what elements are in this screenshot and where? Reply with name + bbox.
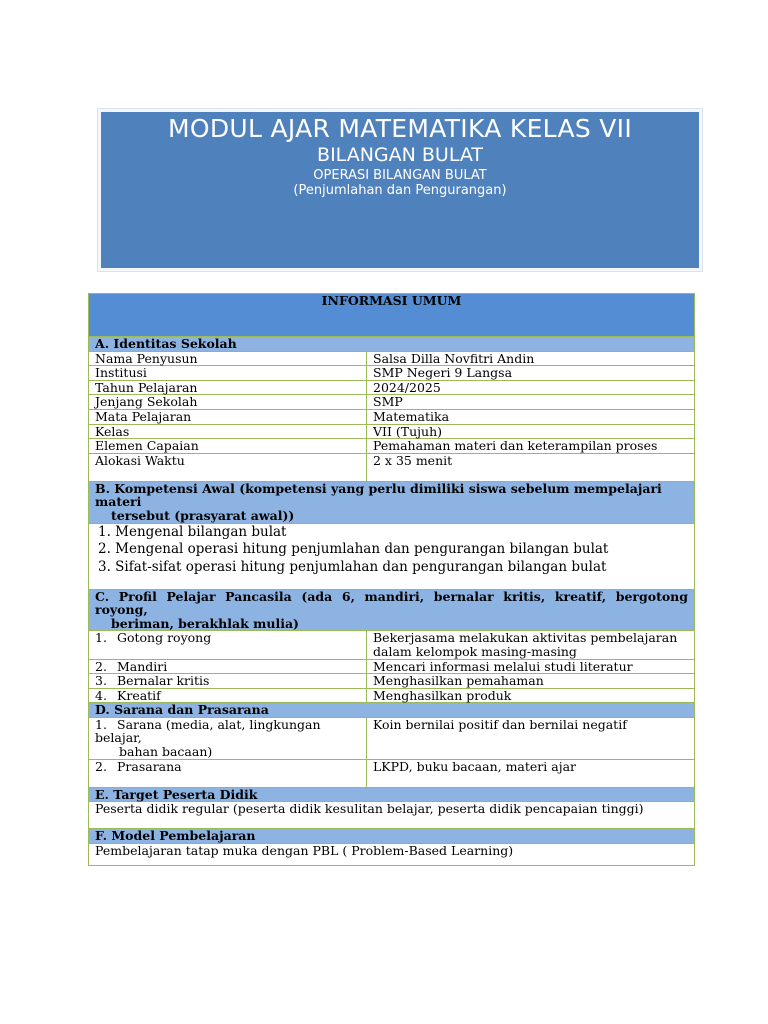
table-row: [89, 351, 695, 366]
table-row: [89, 439, 695, 454]
row-number: 2.: [95, 658, 107, 674]
table-row: [89, 453, 695, 481]
row-label: Alokasi Waktu: [89, 453, 367, 481]
table-row: [89, 631, 695, 659]
row-label: Tahun Pelajaran: [89, 380, 367, 395]
info-header: INFORMASI UMUM: [89, 294, 695, 337]
table-row: [89, 717, 695, 759]
section-d-heading: D. Sarana dan Prasarana: [89, 703, 695, 718]
module-title: MODUL AJAR MATEMATIKA KELAS VII: [167, 114, 633, 143]
table-row: [89, 659, 695, 674]
row-label: [89, 674, 367, 689]
row-label-text: Mandiri: [117, 658, 168, 674]
kompetensi-list: [95, 524, 688, 577]
table-row: [89, 674, 695, 689]
row-value: SMP Negeri 9 Langsa: [367, 366, 695, 381]
row-label: [89, 717, 367, 759]
row-label: Elemen Capaian: [89, 439, 367, 454]
list-item: 2. Mengenal operasi hitung penjumlahan dan pengurangan bilangan bulat: [98, 541, 609, 558]
row-value: SMP: [367, 395, 695, 410]
kompetensi-list-cell: [89, 523, 695, 589]
row-value: Matematika: [367, 409, 695, 424]
row-label: [89, 659, 367, 674]
row-value: 2 x 35 menit: [367, 453, 695, 481]
row-value: Menghasilkan produk: [367, 688, 695, 703]
target-text: Peserta didik regular (peserta didik kesulitan belajar, peserta didik pencapaian tinggi): [89, 802, 695, 829]
row-label-text: Prasarana: [117, 758, 182, 774]
row-number: 1.: [95, 716, 107, 732]
row-label: Kelas: [89, 424, 367, 439]
row-value: [367, 631, 695, 659]
section-f-heading: F. Model Pembelajaran: [89, 829, 695, 844]
row-number: 1.: [95, 630, 107, 646]
row-value: LKPD, buku bacaan, materi ajar: [367, 759, 695, 787]
section-c-heading-line1: C. Profil Pelajar Pancasila (ada 6, mandiri, bernalar kritis, kreatif, bergotong royong,: [95, 588, 689, 618]
row-value-line1: Bekerjasama melakukan aktivitas pembelajaran: [373, 630, 678, 646]
row-number: 3.: [95, 673, 107, 689]
row-value: Salsa Dilla Novfitri Andin: [367, 351, 695, 366]
row-value: Pemahaman materi dan keterampilan proses: [367, 439, 695, 454]
section-b-heading: [89, 481, 695, 523]
row-label-text: Gotong royong: [117, 630, 212, 646]
row-label: Nama Penyusun: [89, 351, 367, 366]
row-label-line1: Sarana (media, alat, lingkungan belajar,: [95, 716, 321, 746]
table-row: [89, 688, 695, 703]
table-row: [89, 380, 695, 395]
section-c-heading: [89, 589, 695, 631]
title-banner-fill: [101, 112, 699, 268]
info-table: [88, 293, 695, 866]
row-label: Mata Pelajaran: [89, 409, 367, 424]
module-subtopic: (Penjumlahan dan Pengurangan): [293, 183, 507, 198]
section-b-heading-line2: tersebut (prasyarat awal)): [111, 507, 295, 523]
list-item: 1. Mengenal bilangan bulat: [98, 523, 287, 540]
row-label: Institusi: [89, 366, 367, 381]
table-row: [89, 409, 695, 424]
section-e-heading: E. Target Peserta Didik: [89, 787, 695, 802]
row-value: VII (Tujuh): [367, 424, 695, 439]
row-value: Koin bernilai positif dan bernilai negatif: [367, 717, 695, 759]
table-row: [89, 366, 695, 381]
section-b-heading-line1: B. Kompetensi Awal (kompetensi yang perlu dimiliki siswa sebelum mempelajari materi: [95, 480, 662, 510]
title-banner: [97, 108, 703, 272]
row-label: Jenjang Sekolah: [89, 395, 367, 410]
module-topic: OPERASI BILANGAN BULAT: [313, 168, 487, 183]
row-number: 4.: [95, 687, 107, 703]
list-item: 3. Sifat-sifat operasi hitung penjumlahan dan pengurangan bilangan bulat: [98, 558, 607, 575]
row-number: 2.: [95, 758, 107, 774]
table-row: [89, 395, 695, 410]
table-row: [89, 759, 695, 787]
row-value-line2: dalam kelompok masing-masing: [373, 643, 577, 659]
table-row: [89, 424, 695, 439]
row-value: Mencari informasi melalui studi literatur: [367, 659, 695, 674]
section-a-heading: A. Identitas Sekolah: [89, 337, 695, 352]
row-label: [89, 688, 367, 703]
model-text: Pembelajaran tatap muka dengan PBL ( Problem-Based Learning): [89, 843, 695, 865]
row-label-text: Bernalar kritis: [117, 673, 210, 689]
section-c-heading-line2: beriman, berakhlak mulia): [111, 615, 299, 631]
row-label-text: Kreatif: [117, 687, 161, 703]
row-label-line2: bahan bacaan): [119, 744, 213, 760]
row-value: Menghasilkan pemahaman: [367, 674, 695, 689]
row-value: 2024/2025: [367, 380, 695, 395]
row-label: [89, 759, 367, 787]
module-subtitle: BILANGAN BULAT: [317, 144, 483, 166]
row-label: [89, 631, 367, 659]
